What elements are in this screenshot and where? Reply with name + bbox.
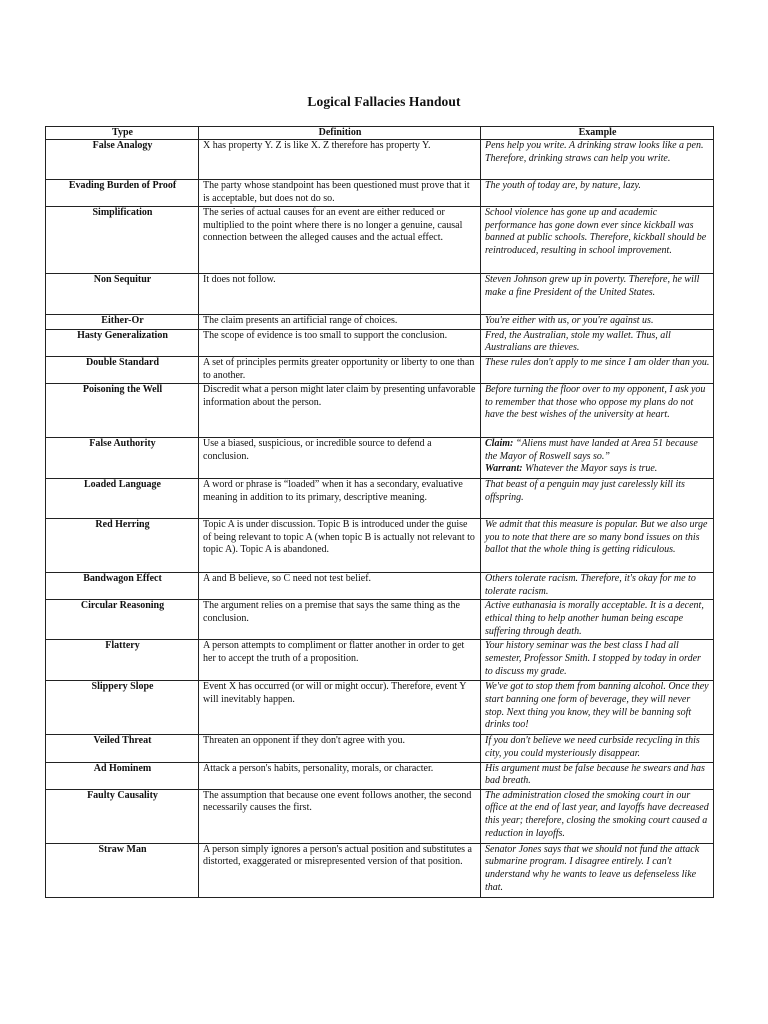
fallacy-example: You're either with us, or you're against us.	[481, 315, 714, 330]
table-row	[46, 519, 714, 573]
table-row	[46, 329, 714, 356]
fallacy-type: Red Herring	[46, 519, 199, 573]
table-row	[46, 438, 714, 479]
fallacy-definition: Discredit what a person might later claim by presenting unfavorable information about the person.	[199, 384, 481, 438]
warrant-label: Warrant:	[485, 463, 523, 475]
table-row	[46, 207, 714, 274]
fallacy-example: That beast of a penguin may just carelessly kill its offspring.	[481, 479, 714, 519]
fallacy-type: Straw Man	[46, 843, 199, 897]
table-row	[46, 384, 714, 438]
fallacy-example: The youth of today are, by nature, lazy.	[481, 180, 714, 207]
fallacy-example: Active euthanasia is morally acceptable. It is a decent, ethical thing to help another human being escape suffering through death.	[481, 600, 714, 640]
fallacy-definition: A person attempts to compliment or flatter another in order to get her to accept the truth of a proposition.	[199, 640, 481, 681]
fallacy-type: Ad Hominem	[46, 762, 199, 789]
fallacy-example: The administration closed the smoking court in our office at the end of last year, and layoffs have decreased this year; therefore, closing the smoking court caused a reduction in layoffs.	[481, 789, 714, 843]
fallacy-type: Circular Reasoning	[46, 600, 199, 640]
fallacy-type: Either-Or	[46, 315, 199, 330]
fallacy-definition: Event X has occurred (or will or might occur). Therefore, event Y will inevitably happen.	[199, 681, 481, 735]
table-row	[46, 843, 714, 897]
fallacy-type: Hasty Generalization	[46, 329, 199, 356]
fallacy-example: We admit that this measure is popular. But we also urge you to note that there are so many bond issues on this ballot that the whole thing is getting ridiculous.	[481, 519, 714, 573]
fallacy-definition: A set of principles permits greater opportunity or liberty to one than to another.	[199, 356, 481, 383]
table-row	[46, 735, 714, 762]
fallacy-definition: Threaten an opponent if they don't agree with you.	[199, 735, 481, 762]
fallacy-definition: The assumption that because one event follows another, the second necessarily causes the first.	[199, 789, 481, 843]
fallacy-definition: The claim presents an artificial range of choices.	[199, 315, 481, 330]
table-row	[46, 274, 714, 315]
table-row	[46, 789, 714, 843]
fallacy-type: Faulty Causality	[46, 789, 199, 843]
fallacy-example: Pens help you write. A drinking straw looks like a pen. Therefore, drinking straws can help you write.	[481, 140, 714, 180]
table-row	[46, 573, 714, 600]
fallacy-definition: The scope of evidence is too small to support the conclusion.	[199, 329, 481, 356]
header-type: Type	[46, 127, 199, 140]
fallacy-example: If you don't believe we need curbside recycling in this city, you could mysteriously disappear.	[481, 735, 714, 762]
fallacy-type: Loaded Language	[46, 479, 199, 519]
fallacy-definition: Topic A is under discussion. Topic B is introduced under the guise of being relevant to topic A (when topic B is actually not relevant to topic A). Topic A is abandoned.	[199, 519, 481, 573]
fallacy-definition: The party whose standpoint has been questioned must prove that it is acceptable, but does not do so.	[199, 180, 481, 207]
fallacy-type: Double Standard	[46, 356, 199, 383]
table-row	[46, 180, 714, 207]
fallacy-type: Poisoning the Well	[46, 384, 199, 438]
fallacy-type: Veiled Threat	[46, 735, 199, 762]
fallacy-definition: Attack a person's habits, personality, morals, or character.	[199, 762, 481, 789]
table-row	[46, 479, 714, 519]
fallacy-type: Slippery Slope	[46, 681, 199, 735]
claim-text: “Aliens must have landed at Area 51 because the Mayor of Roswell says so.”	[485, 438, 698, 462]
fallacy-example	[481, 438, 714, 479]
warrant-text: Whatever the Mayor says is true.	[525, 463, 658, 475]
fallacy-example: Others tolerate racism. Therefore, it's okay for me to tolerate racism.	[481, 573, 714, 600]
fallacy-definition: The argument relies on a premise that says the same thing as the conclusion.	[199, 600, 481, 640]
fallacy-example: Steven Johnson grew up in poverty. Therefore, he will make a fine President of the United States.	[481, 274, 714, 315]
fallacy-definition: X has property Y. Z is like X. Z therefore has property Y.	[199, 140, 481, 180]
table-row	[46, 356, 714, 383]
fallacy-example: Before turning the floor over to my opponent, I ask you to remember that those who oppose my plans do not have the best wishes of the university at heart.	[481, 384, 714, 438]
table-row	[46, 315, 714, 330]
fallacy-type: Non Sequitur	[46, 274, 199, 315]
fallacy-definition: A word or phrase is “loaded” when it has a secondary, evaluative meaning in addition to its primary, descriptive meaning.	[199, 479, 481, 519]
fallacy-example: School violence has gone up and academic performance has gone down ever since kickball was banned at public schools. Therefore, kickball should be reintroduced, resulting in school improvement.	[481, 207, 714, 274]
fallacy-example: Fred, the Australian, stole my wallet. Thus, all Australians are thieves.	[481, 329, 714, 356]
document-title: Logical Fallacies Handout	[307, 94, 461, 109]
fallacy-type: Bandwagon Effect	[46, 573, 199, 600]
table-row	[46, 140, 714, 180]
fallacy-type: False Authority	[46, 438, 199, 479]
table-row	[46, 600, 714, 640]
fallacy-type: False Analogy	[46, 140, 199, 180]
fallacies-table	[45, 126, 714, 898]
fallacy-definition: Use a biased, suspicious, or incredible source to defend a conclusion.	[199, 438, 481, 479]
fallacy-example: His argument must be false because he swears and has bad breath.	[481, 762, 714, 789]
fallacy-example: We've got to stop them from banning alcohol. Once they start banning one form of beverage, they will never stop. Next thing you know, they will be banning soft drinks too!	[481, 681, 714, 735]
fallacy-definition: A person simply ignores a person's actual position and substitutes a distorted, exaggerated or misrepresented version of that position.	[199, 843, 481, 897]
header-definition: Definition	[199, 127, 481, 140]
fallacy-example: These rules don't apply to me since I am older than you.	[481, 356, 714, 383]
fallacy-definition: A and B believe, so C need not test belief.	[199, 573, 481, 600]
table-row	[46, 762, 714, 789]
claim-label: Claim:	[485, 438, 514, 450]
fallacy-example: Senator Jones says that we should not fund the attack submarine program. I disagree entirely. I can't understand why he wants to leave us defenseless like that.	[481, 843, 714, 897]
fallacy-type: Evading Burden of Proof	[46, 180, 199, 207]
table-row	[46, 640, 714, 681]
fallacy-definition: The series of actual causes for an event are either reduced or multiplied to the point where there is no longer a genuine, causal connection between the alleged causes and the actual effect.	[199, 207, 481, 274]
fallacy-type: Flattery	[46, 640, 199, 681]
fallacy-example: Your history seminar was the best class I had all semester, Professor Smith. I stopped by today in order to discuss my grade.	[481, 640, 714, 681]
header-row	[46, 127, 714, 140]
fallacy-definition: It does not follow.	[199, 274, 481, 315]
table-row	[46, 681, 714, 735]
header-example: Example	[481, 127, 714, 140]
fallacy-type: Simplification	[46, 207, 199, 274]
